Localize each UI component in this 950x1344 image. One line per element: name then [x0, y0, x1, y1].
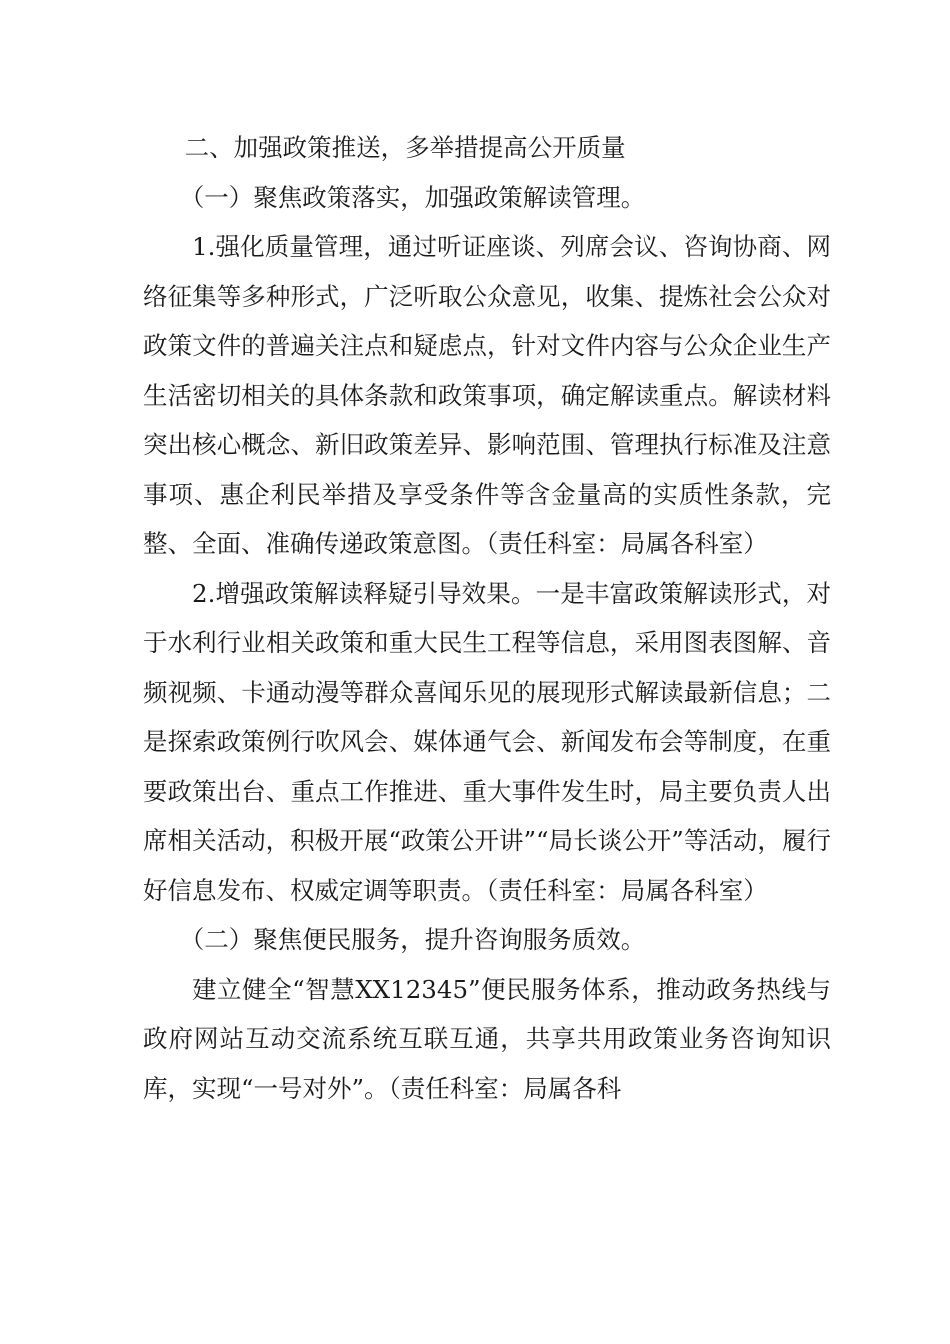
subsection-heading: （二）聚焦便民服务，提升咨询服务质效。	[179, 925, 646, 954]
body-paragraph: 1.强化质量管理，通过听证座谈、列席会议、咨询协商、网络征集等多种形式，广泛听取公众意见，收集、提炼社会公众对政策文件的普遍关注点和疑虑点，针对文件内容与公众企业生产生活密切相关的具体条款和政策事项，确定解读重点。解读材料突出核心概念、新旧政策差异、影响范围、管理执行标准及注意事项、惠企利民举措及享受条件等含金量高的实质性条款，完整、全面、准确传递政策意图。（责任科室：局属各科室）	[143, 232, 831, 558]
body-paragraph: 建立健全“智慧XX12345”便民服务体系，推动政务热线与政府网站互动交流系统互联互通，共享共用政策业务咨询知识库，实现“一号对外”。（责任科室：局属各科	[143, 974, 831, 1103]
body-paragraph: 2.增强政策解读释疑引导效果。一是丰富政策解读形式，对于水利行业相关政策和重大民生工程等信息，采用图表图解、音频视频、卡通动漫等群众喜闻乐见的展现形式解读最新信息；二是探索政策例行吹风会、媒体通气会、新闻发布会等制度，在重要政策出台、重点工作推进、重大事件发生时，局主要负责人出席相关活动，积极开展“政策公开讲”“局长谈公开”等活动，履行好信息发布、权威定调等职责。（责任科室：局属各科室）	[143, 578, 831, 905]
subsection-heading: （一）聚焦政策落实，加强政策解读管理。	[179, 182, 646, 212]
document-body	[143, 123, 831, 1113]
section-heading: 二、加强政策推送，多举措提高公开质量	[184, 133, 626, 162]
